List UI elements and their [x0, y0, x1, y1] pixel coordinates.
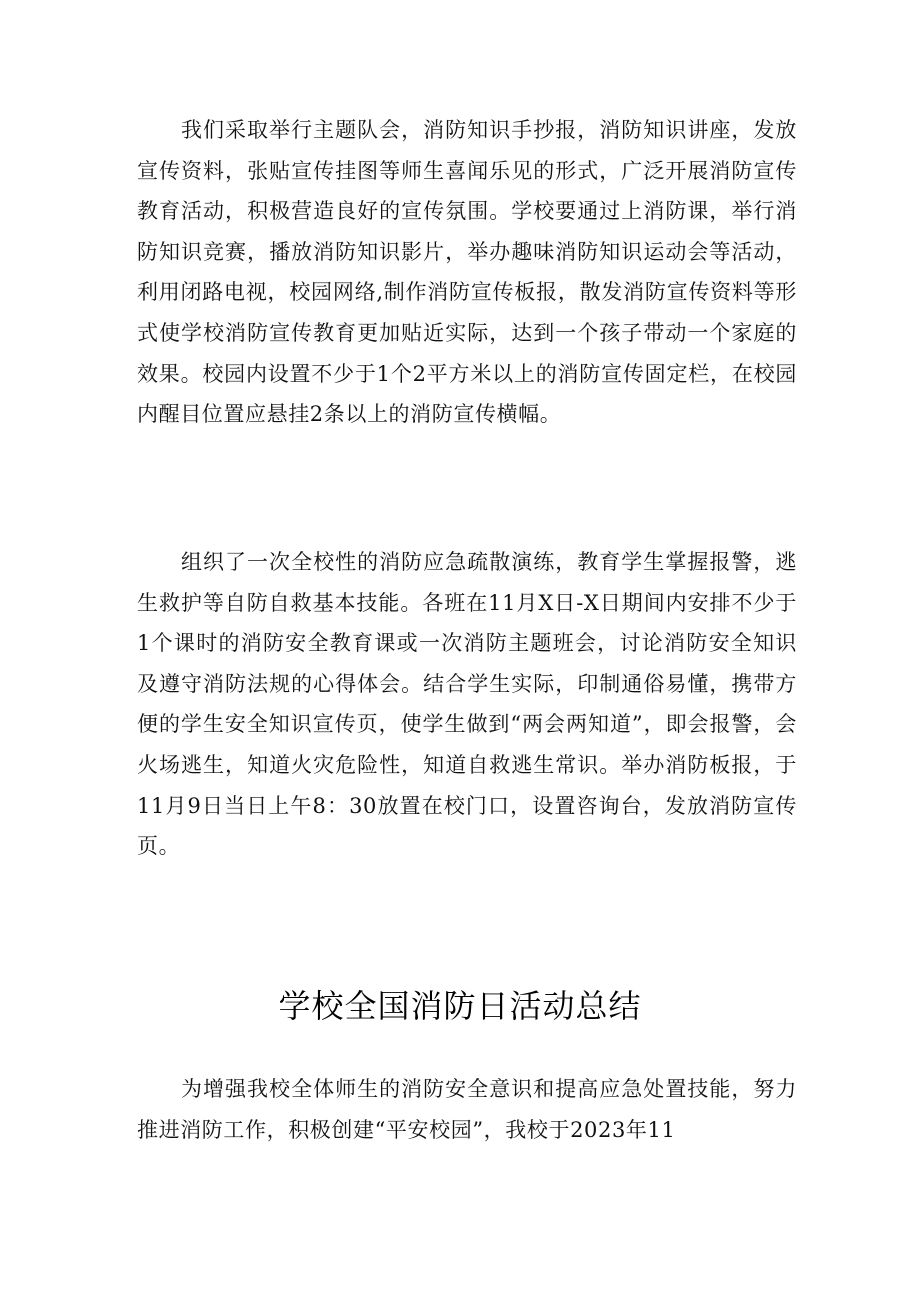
- body-paragraph-2: 组织了一次全校性的消防应急疏散演练，教育学生掌握报警，逃生救护等自防自救基本技能。各班在11月X日-X日期间内安排不少于1个课时的消防安全教育课或一次消防主题班会，讨论消防安全知识及遵守消防法规的心得体会。结合学生实际，印制通俗易懂，携带方便的学生安全知识宣传页，使学生做到“两会两知道”，即会报警，会火场逃生，知道火灾危险性，知道自救逃生常识。举办消防板报，于11月9日当日上午8：30放置在校门口，设置咨询台，发放消防宣传页。: [137, 550, 797, 859]
- section-title: 学校全国消防日活动总结: [278, 987, 642, 1025]
- body-paragraph-1: 我们采取举行主题队会，消防知识手抄报，消防知识讲座，发放宣传资料，张贴宣传挂图等师生喜闻乐见的形式，广泛开展消防宣传教育活动，积极营造良好的宣传氛围。学校要通过上消防课，举行消防知识竞赛，播放消防知识影片，举办趣味消防知识运动会等活动，利用闭路电视，校园网络,制作消防宣传板报，散发消防宣传资料等形式使学校消防宣传教育更加贴近实际，达到一个孩子带动一个家庭的效果。校园内设置不少于1个2平方米以上的消防宣传固定栏，在校园内醒目位置应悬挂2条以上的消防宣传横幅。: [137, 118, 797, 427]
- section-intro-paragraph: 为增强我校全体师生的消防安全意识和提高应急处置技能，努力推进消防工作，积极创建“平安校园”，我校于2023年11: [137, 1077, 797, 1142]
